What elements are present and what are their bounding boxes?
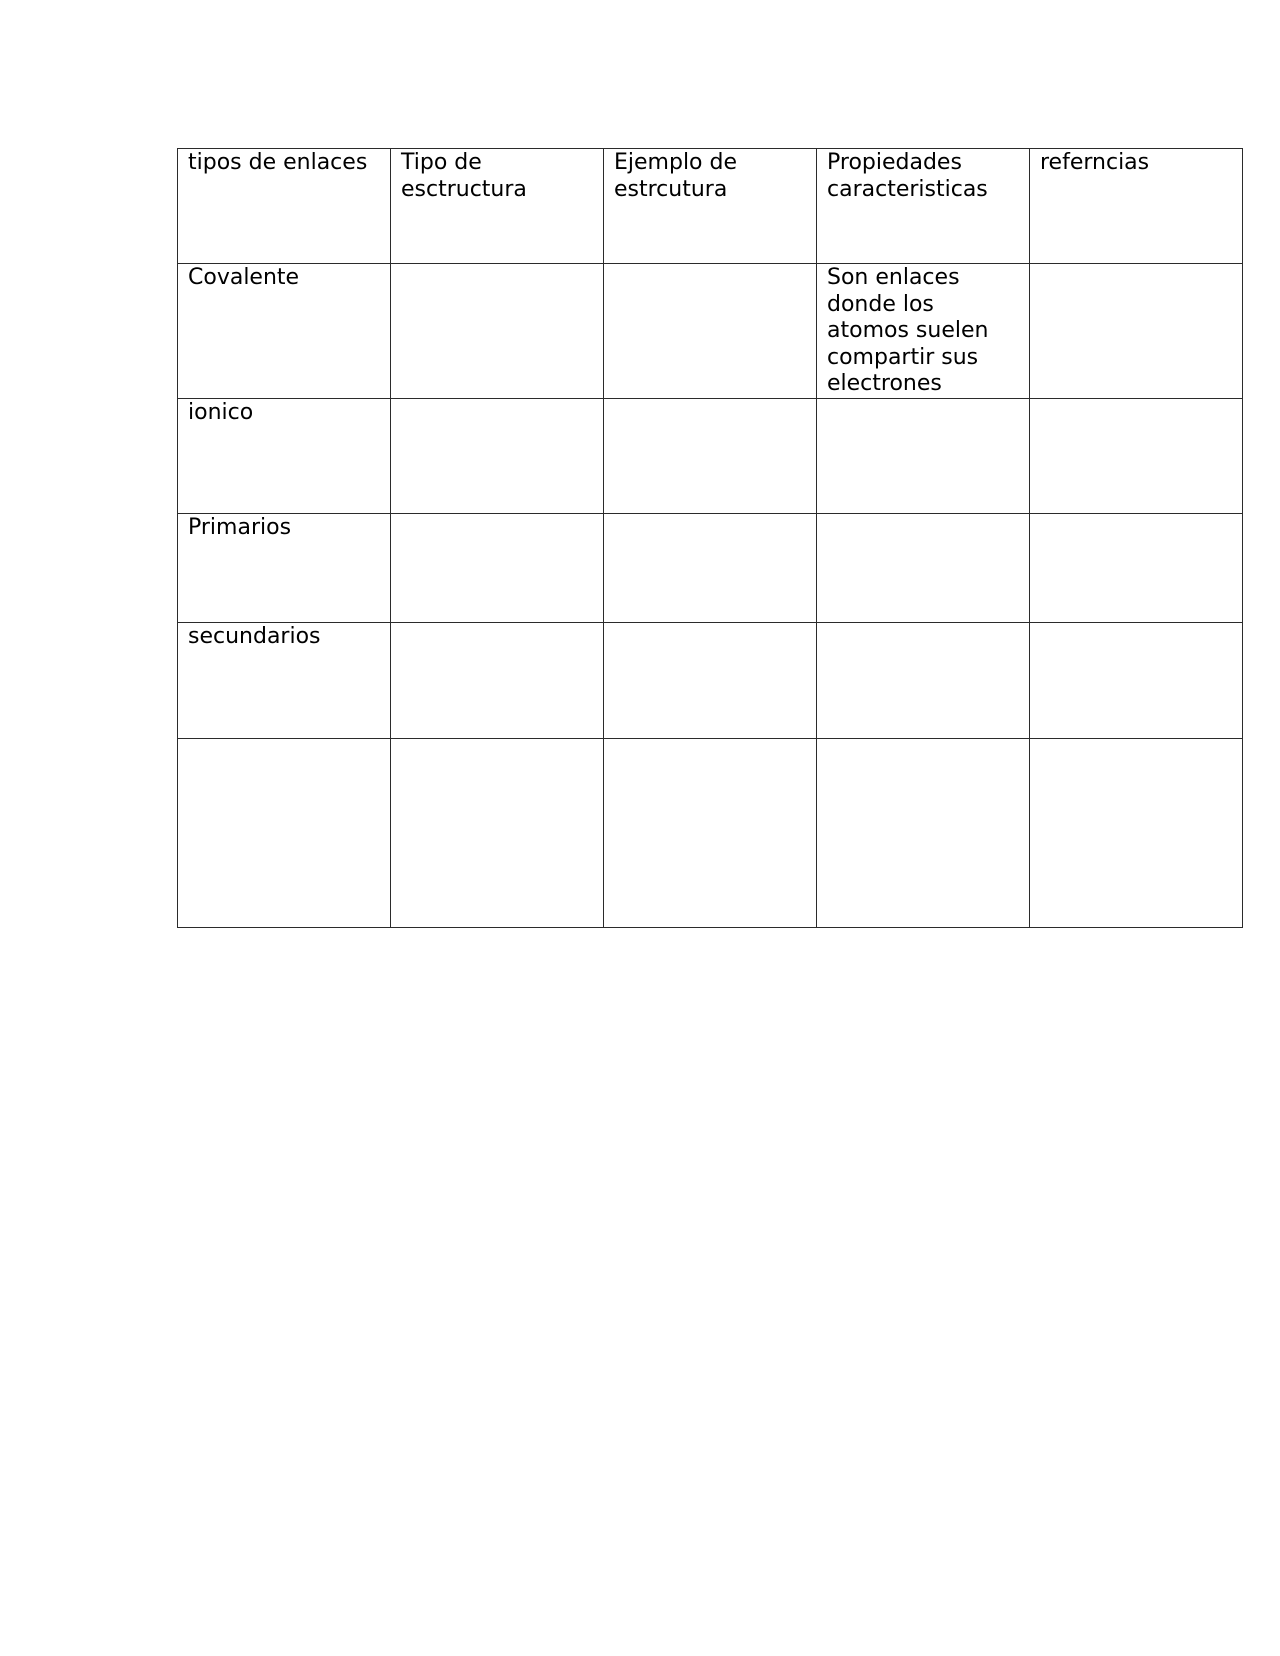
table-cell xyxy=(1030,514,1243,623)
table-cell xyxy=(817,623,1030,739)
table-cell xyxy=(1030,623,1243,739)
table-cell xyxy=(817,739,1030,928)
table-row xyxy=(178,623,1243,739)
table-cell xyxy=(391,739,604,928)
table-cell xyxy=(817,514,1030,623)
table-cell xyxy=(391,399,604,514)
header-cell-structure-example: Ejemplo de estrcutura xyxy=(604,149,817,264)
table-cell: ionico xyxy=(178,399,391,514)
table-cell xyxy=(391,264,604,399)
table-cell xyxy=(604,739,817,928)
table-cell xyxy=(178,739,391,928)
header-cell-references: referncias xyxy=(1030,149,1243,264)
table-row xyxy=(178,399,1243,514)
table-row xyxy=(178,514,1243,623)
table-cell xyxy=(817,399,1030,514)
table-cell xyxy=(391,623,604,739)
table-row xyxy=(178,739,1243,928)
table-cell xyxy=(391,514,604,623)
table-cell xyxy=(1030,739,1243,928)
table-cell: secundarios xyxy=(178,623,391,739)
table-cell xyxy=(604,264,817,399)
table-cell xyxy=(1030,264,1243,399)
header-cell-structure-type: Tipo de esctructura xyxy=(391,149,604,264)
table-cell xyxy=(604,514,817,623)
header-cell-bond-types: tipos de enlaces xyxy=(178,149,391,264)
table-cell: Covalente xyxy=(178,264,391,399)
table-cell: Primarios xyxy=(178,514,391,623)
table-cell xyxy=(1030,399,1243,514)
bond-types-table xyxy=(177,148,1243,928)
table-cell: Son enlaces donde los atomos suelen compartir sus electrones xyxy=(817,264,1030,399)
table-cell xyxy=(604,623,817,739)
table-cell xyxy=(604,399,817,514)
table-header-row xyxy=(178,149,1243,264)
table-row xyxy=(178,264,1243,399)
header-cell-properties: Propiedades caracteristicas xyxy=(817,149,1030,264)
